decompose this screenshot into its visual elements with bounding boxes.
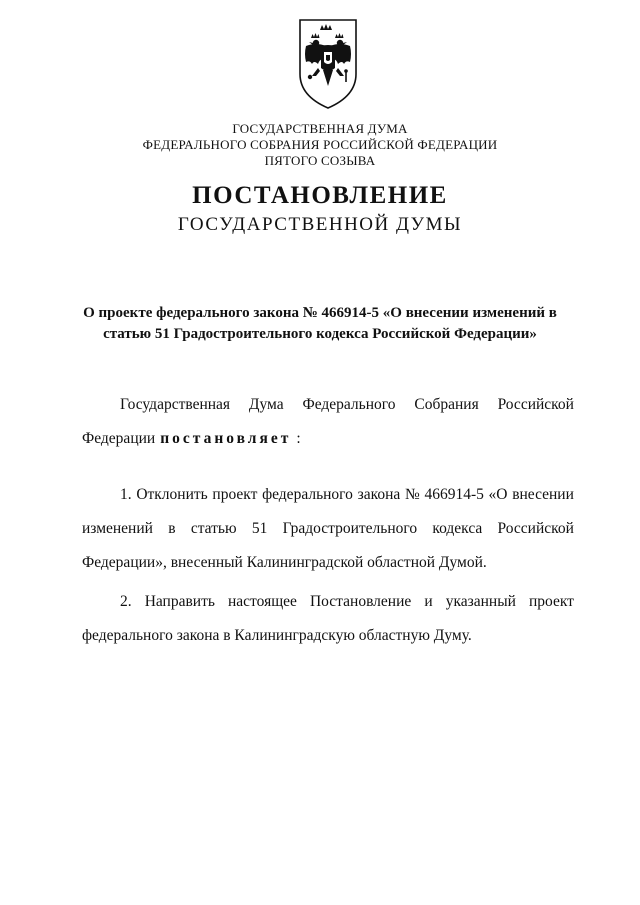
item-1-line-3 [82, 546, 574, 580]
word: Постановление [309, 593, 412, 610]
word: федерального [262, 486, 353, 503]
word: Российской [497, 396, 574, 413]
word: Федерации [82, 430, 156, 447]
word: статью [190, 520, 237, 537]
header-line-3: ПЯТОГО СОЗЫВА [264, 153, 376, 168]
document-subject [60, 303, 580, 345]
item-2-line-2 [82, 619, 574, 653]
word: настоящее [228, 593, 297, 610]
issuer-header [0, 121, 640, 169]
preamble-paragraph [82, 388, 574, 456]
word: Собрания [414, 396, 479, 413]
preamble-line-2 [82, 422, 574, 456]
subject-line-1: О проекте федерального закона № 466914-5 «О внесении изменений в [83, 305, 557, 321]
item-1-paragraph [82, 478, 574, 580]
word: 466914-5 [424, 486, 484, 503]
document-type-title: ПОСТАНОВЛЕНИЕ [192, 182, 448, 209]
word: Направить [144, 593, 215, 610]
word: Дума [248, 396, 284, 413]
colon: : [296, 430, 301, 447]
word: Отклонить [136, 486, 208, 503]
header-line-1: ГОСУДАРСТВЕННАЯ ДУМА [232, 121, 408, 136]
word: 1. [120, 486, 132, 503]
item-1-line-1 [82, 478, 574, 512]
item-1-line-2 [82, 512, 574, 546]
word: Государственная [120, 396, 231, 413]
word: Градостроительного [282, 520, 418, 537]
word: кодекса [432, 520, 483, 537]
word: № [404, 486, 420, 503]
word: указанный [445, 593, 516, 610]
subject-line-2: статью 51 Градостроительного кодекса Российской Федерации» [103, 326, 537, 342]
item-2-paragraph [82, 585, 574, 653]
word: 51 [251, 520, 268, 537]
word: проект [212, 486, 258, 503]
coat-of-arms-emblem [296, 16, 360, 112]
word: и [424, 593, 433, 610]
word: Федерального [302, 396, 396, 413]
word: изменений [82, 520, 153, 537]
word: Российской [497, 520, 574, 537]
word: 2. [120, 593, 132, 610]
item-2-line-1 [82, 585, 574, 619]
header-line-2: ФЕДЕРАЛЬНОГО СОБРАНИЯ РОССИЙСКОЙ ФЕДЕРАЦИИ [142, 137, 498, 152]
document-issuer-title: ГОСУДАРСТВЕННОЙ ДУМЫ [177, 214, 463, 235]
word: в [168, 520, 176, 537]
decree-word: постановляет [160, 430, 292, 447]
word: внесении [512, 486, 574, 503]
word: закона [357, 486, 401, 503]
line-text: федерального закона в Калининградскую областную Думу. [82, 627, 472, 644]
word: проект [528, 593, 574, 610]
line-text: Федерации», внесенный Калининградской областной Думой. [82, 554, 487, 571]
word: «О [488, 486, 508, 503]
preamble-line-1 [82, 388, 574, 422]
